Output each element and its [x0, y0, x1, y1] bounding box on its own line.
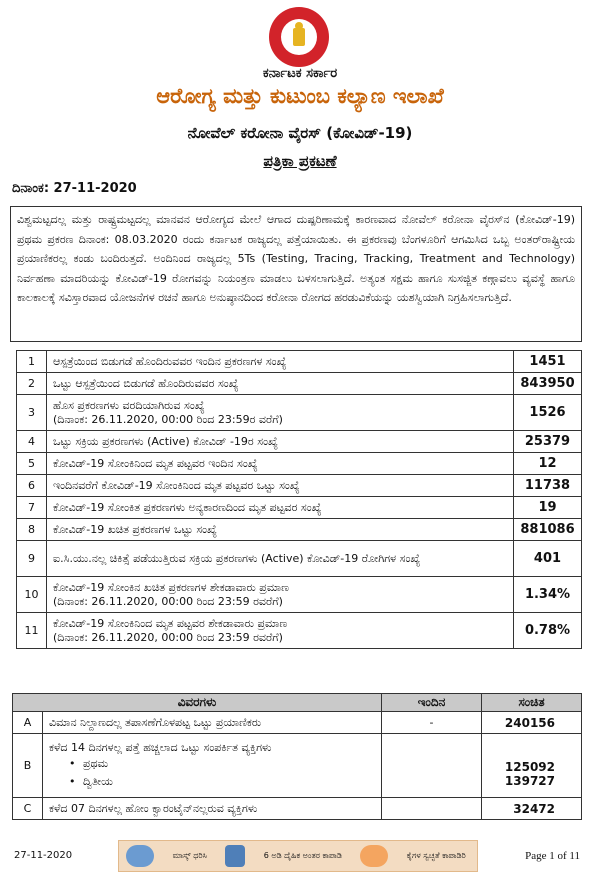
- stats-row: [17, 453, 582, 475]
- stat-number: 10: [17, 577, 47, 613]
- stats-table: [16, 350, 582, 649]
- stat-number: 5: [17, 453, 47, 475]
- row-a-cum: 240156: [482, 712, 582, 734]
- stat-value: 1451: [514, 351, 582, 373]
- stat-desc-cell: [47, 541, 514, 577]
- stat-desc: ಇಂದಿನವರೆಗೆ ಕೋವಿಡ್-19 ಸೋಂಕಿನಿಂದ ಮೃತ ಪಟ್ಟವರ ಒಟ್ಟು ಸಂಖ್ಯೆ: [53, 478, 300, 492]
- stats-row: [17, 351, 582, 373]
- stat-sub: (ದಿನಾಂಕ: 26.11.2020, 00:00 ರಿಂದ 23:59ರ ವರೆಗೆ): [53, 412, 283, 426]
- row-b-values: [482, 734, 582, 798]
- stat-value: 11738: [514, 475, 582, 497]
- stats-row: [17, 541, 582, 577]
- stat-number: 9: [17, 541, 47, 577]
- header-today: ಇಂದಿನ: [382, 694, 482, 712]
- stat-desc-cell: [47, 497, 514, 519]
- stat-desc-cell: [47, 577, 514, 613]
- stat-number: 2: [17, 373, 47, 395]
- stat-desc-cell: [47, 395, 514, 431]
- stat-number: 8: [17, 519, 47, 541]
- stat-desc: ಕೋವಿಡ್-19 ಸೋಂಕಿನ ಖಚಿತ ಪ್ರಕರಣಗಳ ಶೇಕಡಾವಾರು ಪ್ರಮಾಣ: [53, 580, 289, 594]
- stat-number: 1: [17, 351, 47, 373]
- stat-desc-cell: [47, 373, 514, 395]
- row-c-label: C: [13, 798, 43, 820]
- stat-value: 1.34%: [514, 577, 582, 613]
- safety-banner: [118, 840, 478, 872]
- stats-row: [17, 613, 582, 649]
- stat-desc: ಒಟ್ಟು ಸಕ್ರಿಯ ಪ್ರಕರಣಗಳು (Active) ಕೋವಿಡ್ -19ರ ಸಂಖ್ಯೆ: [53, 434, 278, 448]
- row-b-secondary-val: 139727: [504, 773, 555, 788]
- stat-number: 3: [17, 395, 47, 431]
- footer-date: 27-11-2020: [14, 850, 73, 861]
- stat-value: 25379: [514, 431, 582, 453]
- row-a-desc: ವಿಮಾನ ನಿಲ್ದಾಣದಲ್ಲ ತಪಾಸಣೆಗೊಳಪಟ್ಟ ಒಟ್ಟು ಪ್ರಯಾಣಿಕರು: [43, 712, 382, 734]
- distance-icon: [225, 845, 245, 867]
- row-a-today: -: [382, 712, 482, 734]
- stat-desc: ಆಸ್ಪತ್ರೆಯಿಂದ ಬಿಡುಗಡೆ ಹೊಂದಿರುವವರ ಇಂದಿನ ಪ್ರಕರಣಗಳ ಸಂಖ್ಯೆ: [53, 354, 287, 368]
- banner-hands-text: ಕೈಗಳ ಸ್ವಚ್ಛತೆ ಕಾಪಾಡಿರಿ: [406, 851, 466, 860]
- stat-desc: ಕೋವಿಡ್-19 ಸೋಂಕಿನಿಂದ ಮೃತ ಪಟ್ಟವರ ಶೇಕಡಾವಾರು ಪ್ರಮಾಣ: [53, 616, 288, 630]
- travel-table: [12, 693, 582, 820]
- stat-sub: (ದಿನಾಂಕ: 26.11.2020, 00:00 ರಿಂದ 23:59 ರವರೆಗೆ): [53, 594, 283, 608]
- stat-number: 4: [17, 431, 47, 453]
- stat-desc: ಹೊಸ ಪ್ರಕರಣಗಳು ವರದಿಯಾಗಿರುವ ಸಂಖ್ಯೆ: [53, 398, 205, 412]
- stat-desc-cell: [47, 519, 514, 541]
- govt-title: ಕರ್ನಾಟಕ ಸರ್ಕಾರ: [262, 66, 338, 81]
- stat-value: 843950: [514, 373, 582, 395]
- mask-icon: [126, 845, 154, 867]
- row-c-today: [382, 798, 482, 820]
- stat-number: 6: [17, 475, 47, 497]
- stat-desc: ಕೋವಿಡ್-19 ಸೋಂಕಿನಿಂದ ಮೃತ ಪಟ್ಟವರ ಇಂದಿನ ಸಂಖ್ಯೆ: [53, 456, 258, 470]
- stat-desc: ಒಟ್ಟು ಆಸ್ಪತ್ರೆಯಿಂದ ಬಿಡುಗಡೆ ಹೊಂದಿರುವವರ ಸಂಖ್ಯೆ: [53, 376, 239, 390]
- row-b-desc: ಕಳೆದ 14 ದಿನಗಳಲ್ಲ ಪತ್ತೆ ಹಚ್ಚಲಾದ ಒಟ್ಟು ಸಂಪರ್ಕಿತ ವ್ಯಕ್ತಿಗಳು: [49, 740, 272, 754]
- stats-row: [17, 497, 582, 519]
- stat-desc-cell: [47, 453, 514, 475]
- stat-value: 1526: [514, 395, 582, 431]
- banner-distance-text: 6 ಅಡಿ ದೈಹಿಕ ಅಂತರ ಕಾಪಾಡಿ: [263, 851, 342, 860]
- row-c-desc: ಕಳೆದ 07 ದಿನಗಳಲ್ಲ ಹೋಂ ಕ್ವಾರಂಟೈನ್‌ನಲ್ಲರುವ ವ್ಯಕ್ತಿಗಳು: [43, 798, 382, 820]
- stat-value: 401: [514, 541, 582, 577]
- stat-number: 7: [17, 497, 47, 519]
- subject-title: ನೋವೆಲ್ ಕರೋನಾ ವೈರಸ್ (ಕೋವಿಡ್-19): [187, 124, 413, 142]
- stat-desc-cell: [47, 431, 514, 453]
- banner-mask-text: ಮಾಸ್ಕ್ ಧರಿಸಿ: [172, 851, 207, 860]
- stats-row: [17, 577, 582, 613]
- stat-value: 881086: [514, 519, 582, 541]
- row-c-cum: 32472: [482, 798, 582, 820]
- stats-row: [17, 431, 582, 453]
- intro-paragraph: ವಿಶ್ವಮಟ್ಟದಲ್ಲ ಮತ್ತು ರಾಷ್ಟ್ರಮಟ್ಟದಲ್ಲ ಮಾನವನ ಆರೋಗ್ಯದ ಮೇಲೆ ಆಗಾದ ದುಷ್ಪರಿಣಾಮಕ್ಕೆ ಕಾರಣವಾದ ನೋವೆಲ್ ಕರೋನಾ ವೈರಸ್‌ನ (ಕೋವಿಡ್-19) ಪ್ರಥಮ ಪ್ರಕರಣ ದಿನಾಂಕ: 08.03.2020 ರಂದು ಕರ್ನಾಟಕ ರಾಜ್ಯದಲ್ಲ ಪತ್ತೆಯಾಯಿತು. ಈ ಪ್ರಕರಣವು ಬೆಂಗಳೂರಿಗೆ ಆಗಮಿಸಿದ ಒಬ್ಬ ಅಂತರ್‌ರಾಷ್ಟ್ರೀಯ ಪ್ರಯಾಣಿಕರಲ್ಲ ಕಂಡು ಬಂದಿರುತ್ತದೆ. ಅಂದಿನಿಂದ ರಾಜ್ಯದಲ್ಲ 5Ts (Testing, Tracing, Tracking, Treatment and Technology) ನಿರ್ವಹಣಾ ಮಾದರಿಯನ್ನು ಕೋವಿಡ್-19 ರೋಗವನ್ನು ನಿಯಂತ್ರಣ ಮಾಡಲು ಬಳಸಲಾಗುತ್ತಿದೆ. ಅತ್ಯಂತ ಸಕ್ಷಮ ಹಾಗೂ ಸುಸಜ್ಜಿತ ಕಣ್ಗಾವಲು ವ್ಯವಸ್ಥೆ ಹಾಗೂ ಕಾಲಕಾಲಕ್ಕೆ ಸವಿಸ್ತಾರವಾದ ಯೋಜನೆಗಳ ರಚನೆ ಹಾಗೂ ಅನುಷ್ಠಾನದಿಂದ ಕರೋನಾ ರೋಗದ ಹರಡುವಿಕೆಯನ್ನು ಯಶಸ್ವಿಯಾಗಿ ನಿಗ್ರಹಿಸಲಾಗುತ್ತಿದೆ.: [10, 206, 582, 342]
- row-b-secondary: • ದ್ವಿತೀಯ: [49, 773, 375, 791]
- release-title: ಪತ್ರಿಕಾ ಪ್ರಕಟಣೆ: [263, 152, 337, 170]
- row-b-primary: • ಪ್ರಥಮ: [49, 755, 375, 773]
- stat-sub: (ದಿನಾಂಕ: 26.11.2020, 00:00 ರಿಂದ 23:59 ರವರೆಗೆ): [53, 630, 283, 644]
- row-b-cell: [43, 734, 382, 798]
- page-number: Page 1 of 11: [525, 850, 580, 862]
- stat-desc-cell: [47, 475, 514, 497]
- release-date: ದಿನಾಂಕ: 27-11-2020: [12, 181, 137, 196]
- row-b-today: [382, 734, 482, 798]
- stats-row: [17, 395, 582, 431]
- stat-desc-cell: [47, 351, 514, 373]
- stat-desc-cell: [47, 613, 514, 649]
- handwash-icon: [360, 845, 388, 867]
- row-a-label: A: [13, 712, 43, 734]
- stat-number: 11: [17, 613, 47, 649]
- stat-value: 0.78%: [514, 613, 582, 649]
- row-b-label: B: [13, 734, 43, 798]
- department-title: ಆರೋಗ್ಯ ಮತ್ತು ಕುಟುಂಬ ಕಲ್ಯಾಣ ಇಲಾಖೆ: [156, 84, 444, 108]
- header-details: ವಿವರಗಳು: [13, 694, 382, 712]
- header-cumulative: ಸಂಚಿತ: [482, 694, 582, 712]
- stat-value: 12: [514, 453, 582, 475]
- stats-row: [17, 519, 582, 541]
- stat-desc: ಐ.ಸಿ.ಯು.ನಲ್ಲ ಚಿಕಿತ್ಸೆ ಪಡೆಯುತ್ತಿರುವ ಸಕ್ರಿಯ ಪ್ರಕರಣಗಳು (Active) ಕೋವಿಡ್-19 ರೋಗಿಗಳ ಸಂಖ್ಯೆ: [53, 551, 421, 565]
- karnataka-emblem-icon: [262, 6, 336, 68]
- stat-desc: ಕೋವಿಡ್-19 ಸೋಂಕಿತ ಪ್ರಕರಣಗಳು ಅನ್ಯಕಾರಣದಿಂದ ಮೃತ ಪಟ್ಟವರ ಸಂಖ್ಯೆ: [53, 500, 322, 514]
- stats-row: [17, 475, 582, 497]
- stat-value: 19: [514, 497, 582, 519]
- stat-desc: ಕೋವಿಡ್-19 ಖಚಿತ ಪ್ರಕರಣಗಳ ಒಟ್ಟು ಸಂಖ್ಯೆ: [53, 522, 217, 536]
- stats-row: [17, 373, 582, 395]
- row-b-primary-val: 125092: [504, 759, 555, 774]
